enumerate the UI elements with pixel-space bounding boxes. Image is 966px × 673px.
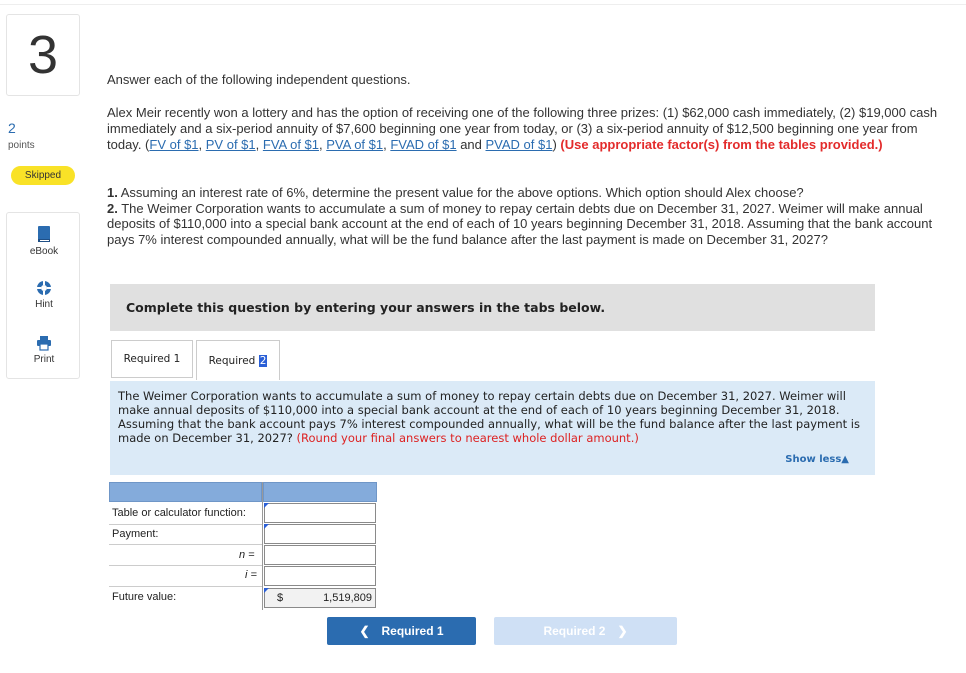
top-divider: [0, 4, 966, 5]
rounding-note: (Round your final answers to nearest whole dollar amount.): [296, 431, 639, 445]
prev-required-button[interactable]: ❮ Required 1: [327, 617, 476, 645]
row-line: [109, 544, 262, 545]
tools-panel: [6, 212, 80, 379]
link-fv[interactable]: FV of $1: [149, 137, 199, 152]
problem-paragraph: Alex Meir recently won a lottery and has the option of receiving one of the following three prizes: (1) $62,000 cash immediately, (2) $19,000 cash immediately and a six-period annuity of $7,600 beginning one year from today, or (3) a six-period annuity of $12,500 beginning one year from today. (FV of $1, PV of $1, FVA of $1, PVA of $1, FVAD of $1 and PVAD of $1) (Use appropriate factor(s) from the tables provided.): [107, 105, 938, 152]
grid-header-left: [109, 482, 262, 502]
next-required-button[interactable]: Required 2 ❯: [494, 617, 677, 645]
input-flag: [264, 503, 269, 508]
instruction-banner: Complete this question by entering your answers in the tabs below.: [110, 284, 875, 331]
book-icon: [36, 225, 52, 243]
tab-highlight: 2: [259, 354, 267, 367]
show-less-toggle[interactable]: Show less▲: [785, 454, 849, 465]
link-fvad[interactable]: FVAD of $1: [390, 137, 457, 152]
print-tool[interactable]: [7, 335, 81, 365]
future-value-field[interactable]: [264, 588, 376, 608]
print-label: Print: [33, 354, 55, 365]
link-fva[interactable]: FVA of $1: [262, 137, 320, 152]
future-value-amount: 1,519,809: [323, 592, 372, 604]
ebook-tool[interactable]: [7, 225, 81, 257]
label-n: n =: [239, 549, 255, 561]
points-value: 2: [8, 120, 16, 136]
points-label: points: [8, 140, 35, 151]
ebook-label: eBook: [29, 246, 59, 257]
requirement-1: 1. Assuming an interest rate of 6%, determine the present value for the above options. Which option should Alex choose?: [107, 185, 804, 200]
input-flag: [264, 524, 269, 529]
table-function-input[interactable]: [264, 503, 376, 523]
label-table-function: Table or calculator function:: [112, 507, 246, 519]
intro-text: Answer each of the following independent questions.: [107, 72, 411, 87]
hint-tool[interactable]: [7, 280, 81, 310]
currency-symbol: $: [277, 592, 284, 604]
requirement-2: 2. The Weimer Corporation wants to accumulate a sum of money to repay certain debts due on December 31, 2027. Weimer will make annual deposits of $110,000 into a special bank account at the end of each of 10 years beginning December 31, 2018. Assuming that the bank account pays 7% interest compounded annually, what will be the fund balance after the last payment is made on December 31, 2027?: [107, 200, 933, 247]
requirements-list: [107, 185, 952, 247]
problem-text: Alex Meir recently won a lottery and has the option of receiving one of the following three prizes: (1) $62,000 cash immediately, (2) $19,000 cash immediately and a six-period annuity of $7,600 beginning one year from today, or (3) a six-period annuity of $12,500 beginning one year from today. (: [107, 105, 938, 152]
i-input[interactable]: [264, 566, 376, 586]
chevron-right-icon: ❯: [617, 624, 628, 638]
link-pvad[interactable]: PVAD of $1: [485, 137, 553, 152]
input-flag: [264, 588, 269, 593]
payment-input[interactable]: [264, 524, 376, 544]
label-payment: Payment:: [112, 528, 159, 540]
answer-grid: [109, 482, 379, 612]
label-future-value: Future value:: [112, 591, 177, 603]
grid-header-right: [263, 482, 377, 502]
hint-label: Hint: [35, 299, 53, 310]
instruction-text: The Weimer Corporation wants to accumulate a sum of money to repay certain debts due on December 31, 2027. Weimer will make annual deposits of $110,000 into a special bank account at the end of each of 10 years beginning December 31, 2018. Assuming that the bank account pays 7% interest compounded annually, what will be the fund balance after the last payment is made on December 31, 2027?: [118, 389, 860, 445]
link-pva[interactable]: PVA of $1: [326, 137, 384, 152]
status-badge: Skipped: [11, 166, 75, 185]
row-line: [109, 524, 262, 525]
n-input[interactable]: [264, 545, 376, 565]
tab-required-1[interactable]: Required 1: [111, 340, 193, 378]
row-line: [109, 565, 262, 566]
link-pv[interactable]: PV of $1: [205, 137, 256, 152]
lifebuoy-icon: [36, 280, 52, 296]
label-i: i =: [245, 569, 257, 581]
row-line: [109, 586, 262, 587]
factor-note: (Use appropriate factor(s) from the tables provided.): [560, 137, 883, 152]
grid-divider: [262, 482, 263, 610]
chevron-left-icon: ❮: [359, 624, 370, 638]
requirement-instructions: [110, 381, 875, 475]
printer-icon: [36, 335, 52, 351]
tab-required-2[interactable]: Required 2: [196, 340, 280, 380]
question-number: 3: [6, 14, 80, 96]
